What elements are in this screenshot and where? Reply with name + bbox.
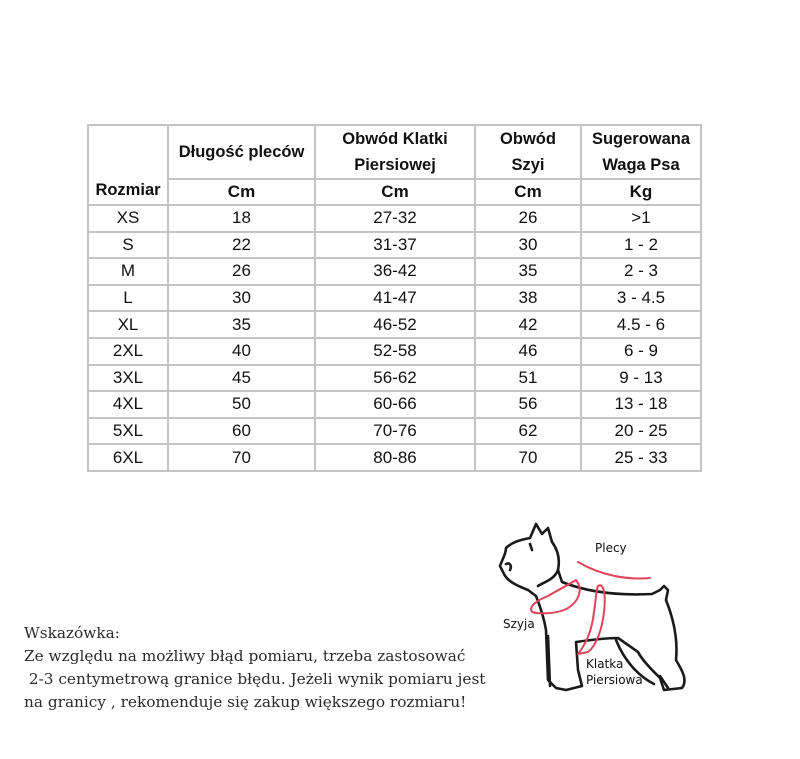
cell-back: 40: [168, 338, 315, 365]
cell-chest: 41-47: [315, 285, 475, 312]
unit-weight: Kg: [581, 179, 701, 205]
dog-measurement-diagram: [492, 520, 712, 710]
cell-neck: 46: [475, 338, 581, 365]
cell-chest: 60-66: [315, 391, 475, 418]
header-row: [88, 125, 701, 179]
cell-chest: 27-32: [315, 205, 475, 232]
cell-weight: 1 - 2: [581, 232, 701, 259]
header-neck: [475, 125, 581, 179]
table-row: [88, 365, 701, 392]
cell-chest: 36-42: [315, 258, 475, 285]
cell-chest: 52-58: [315, 338, 475, 365]
cell-weight: 25 - 33: [581, 444, 701, 471]
cell-back: 22: [168, 232, 315, 259]
cell-weight: 3 - 4.5: [581, 285, 701, 312]
cell-neck: 62: [475, 418, 581, 445]
cell-back: 30: [168, 285, 315, 312]
cell-neck: 70: [475, 444, 581, 471]
cell-size: XS: [88, 205, 168, 232]
cell-neck: 56: [475, 391, 581, 418]
cell-back: 18: [168, 205, 315, 232]
table-row: [88, 285, 701, 312]
unit-chest: Cm: [315, 179, 475, 205]
cell-size: 4XL: [88, 391, 168, 418]
cell-weight: 13 - 18: [581, 391, 701, 418]
table-row: [88, 444, 701, 471]
cell-chest: 46-52: [315, 311, 475, 338]
header-neck-line1: Obwód: [500, 130, 556, 148]
header-back-length: Długość pleców: [168, 125, 315, 179]
cell-weight: 6 - 9: [581, 338, 701, 365]
cell-size: 6XL: [88, 444, 168, 471]
cell-weight: >1: [581, 205, 701, 232]
header-chest: [315, 125, 475, 179]
cell-chest: 80-86: [315, 444, 475, 471]
cell-size: L: [88, 285, 168, 312]
cell-neck: 35: [475, 258, 581, 285]
tip-line-1: Ze względu na możliwy błąd pomiaru, trzeba zastosować: [24, 647, 466, 665]
header-weight-line2: Waga Psa: [602, 156, 680, 174]
cell-chest: 70-76: [315, 418, 475, 445]
table-row: [88, 391, 701, 418]
table-row: [88, 311, 701, 338]
cell-neck: 42: [475, 311, 581, 338]
unit-row: [88, 179, 701, 205]
table-row: [88, 232, 701, 259]
label-neck: Szyja: [503, 617, 535, 631]
tip-title: Wskazówka:: [24, 624, 120, 642]
header-chest-line2: Piersiowej: [354, 156, 436, 174]
label-back: Plecy: [595, 541, 627, 555]
cell-size: 5XL: [88, 418, 168, 445]
cell-back: 60: [168, 418, 315, 445]
cell-neck: 26: [475, 205, 581, 232]
cell-weight: 9 - 13: [581, 365, 701, 392]
cell-neck: 51: [475, 365, 581, 392]
cell-back: 35: [168, 311, 315, 338]
cell-weight: 4.5 - 6: [581, 311, 701, 338]
table-row: [88, 258, 701, 285]
cell-weight: 20 - 25: [581, 418, 701, 445]
header-chest-line1: Obwód Klatki: [342, 130, 448, 148]
cell-back: 26: [168, 258, 315, 285]
header-weight-line1: Sugerowana: [591, 130, 691, 148]
cell-chest: 56-62: [315, 365, 475, 392]
size-chart-table: [87, 124, 702, 472]
label-chest-line2: Piersiowa: [586, 673, 643, 687]
header-weight: [581, 125, 701, 179]
tip-line-2: 2-3 centymetrową granice błędu. Jeżeli wynik pomiaru jest: [24, 670, 486, 688]
table-row: [88, 338, 701, 365]
measurement-tip: [24, 622, 485, 714]
cell-neck: 38: [475, 285, 581, 312]
cell-size: S: [88, 232, 168, 259]
cell-back: 50: [168, 391, 315, 418]
cell-size: 2XL: [88, 338, 168, 365]
unit-back-length: Cm: [168, 179, 315, 205]
header-neck-line2: Szyi: [511, 156, 545, 174]
cell-neck: 30: [475, 232, 581, 259]
cell-back: 70: [168, 444, 315, 471]
unit-neck: Cm: [475, 179, 581, 205]
label-chest-line1: Klatka: [586, 657, 624, 671]
table-row: [88, 205, 701, 232]
cell-chest: 31-37: [315, 232, 475, 259]
cell-size: XL: [88, 311, 168, 338]
cell-weight: 2 - 3: [581, 258, 701, 285]
table-row: [88, 418, 701, 445]
cell-size: 3XL: [88, 365, 168, 392]
cell-size: M: [88, 258, 168, 285]
tip-line-3: na granicy , rekomenduje się zakup większego rozmiaru!: [24, 693, 467, 711]
header-size: Rozmiar: [88, 125, 168, 205]
cell-back: 45: [168, 365, 315, 392]
